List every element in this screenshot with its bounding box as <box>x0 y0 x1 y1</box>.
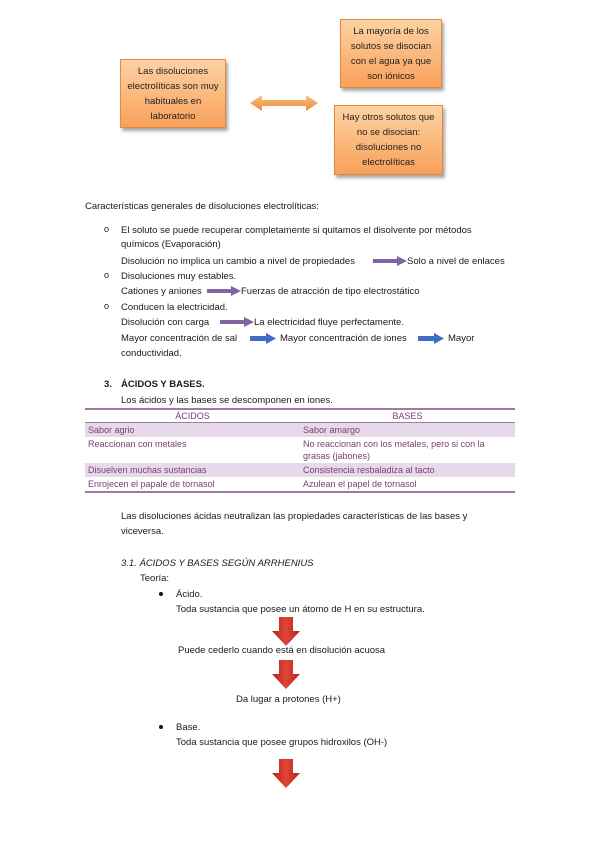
arrow-right-icon <box>220 317 254 327</box>
neutralize-line1: Las disoluciones ácidas neutralizan las propiedades características de las bases y <box>121 511 468 522</box>
bullet3-line3a: Mayor concentración de sal <box>121 333 238 344</box>
table-row <box>85 477 515 492</box>
theory-label: Teoría: <box>140 573 170 584</box>
neutralize-line2: viceversa. <box>121 526 164 537</box>
table-cell: No reaccionan con los metales, pero si con la grasas (jabones) <box>303 439 485 461</box>
acids-bases-table <box>85 408 515 493</box>
table-header-bases: BASES <box>300 409 515 423</box>
down-arrow-icon <box>272 660 300 689</box>
bullet1-line1: El soluto se puede recuperar completamente si quitamos el disolvente por métodos <box>121 225 472 236</box>
bullet1-line3a: Disolución no implica un cambio a nivel de propiedades <box>121 256 355 267</box>
left-box-text: Las disoluciones electrolíticas son muy habituales en laboratorio <box>127 65 219 122</box>
bullet-dot-icon <box>159 592 163 596</box>
subheading-arrhenius: 3.1. ÁCIDOS Y BASES SEGÚN ARRHENIUS <box>121 558 314 569</box>
arrow-right-icon <box>373 256 407 266</box>
section-title: Características generales de disoluciones electrolíticas: <box>85 201 319 212</box>
down-arrow-icon <box>272 759 300 788</box>
bullet3-line4: conductividad. <box>121 348 182 359</box>
top-right-concept-box <box>340 19 442 88</box>
bullet2-line2b: Fuerzas de atracción de tipo electrostático <box>241 286 420 297</box>
table-cell: Sabor amargo <box>300 423 515 438</box>
table-cell: Enrojecen el papale de tornasol <box>85 477 300 492</box>
bullet3-line3c: Mayor <box>448 333 475 344</box>
bottom-right-box-text: Hay otros solutos que no se disocian: disoluciones no electrolíticas <box>342 112 435 168</box>
bottom-right-concept-box <box>334 105 443 175</box>
arrow-right-icon <box>418 333 444 344</box>
bullet-marker: o <box>104 270 110 280</box>
table-cell: Disuelven muchas sustancias <box>85 463 300 477</box>
bullet3-line2b: La electricidad fluye perfectamente. <box>254 317 404 328</box>
bullet-dot-icon <box>159 725 163 729</box>
table-cell: Sabor agrio <box>85 423 300 438</box>
table-row <box>85 463 515 477</box>
bullet1-line3b: Solo a nivel de enlaces <box>407 256 505 267</box>
base-definition: Toda sustancia que posee grupos hidroxilos (OH-) <box>176 737 388 748</box>
table-cell: Consistencia resbaladiza al tacto <box>300 463 515 477</box>
left-concept-box <box>120 59 226 128</box>
arrow-right-icon <box>250 333 276 344</box>
table-cell: Reaccionan con metales <box>88 439 187 449</box>
heading3-title: ÁCIDOS Y BASES. <box>121 379 205 390</box>
acid-label: Ácido. <box>176 589 203 600</box>
intro-text: Los ácidos y las bases se descomponen en iones. <box>121 395 333 406</box>
table-header-acids: ÁCIDOS <box>85 409 300 423</box>
bullet2-line2a: Cationes y aniones <box>121 286 202 297</box>
bullet-marker: o <box>104 224 110 234</box>
acid-step2: Da lugar a protones (H+) <box>236 694 341 705</box>
table-row <box>85 423 515 438</box>
bullet-marker: o <box>104 301 110 311</box>
bullet3-line1: Conducen la electricidad. <box>121 302 228 313</box>
bullet3-line3b: Mayor concentración de iones <box>280 333 407 344</box>
top-right-box-text: La mayoría de los solutos se disocian con el agua ya que son iónicos <box>350 25 432 82</box>
base-label: Base. <box>176 722 201 733</box>
table-cell: Azulean el papel de tornasol <box>300 477 515 492</box>
down-arrow-icon <box>272 617 300 646</box>
acid-step1: Puede cederlo cuando está en disolución acuosa <box>178 645 386 656</box>
bullet2-line1: Disoluciones muy estables. <box>121 271 237 282</box>
bullet3-line2a: Disolución con carga <box>121 317 210 328</box>
heading3-number: 3. <box>104 379 112 390</box>
acid-definition: Toda sustancia que posee un átomo de H en su estructura. <box>176 604 425 615</box>
double-arrow-icon <box>250 93 318 113</box>
bullet1-line2: químicos (Evaporación) <box>121 239 221 250</box>
table-row <box>85 437 515 463</box>
arrow-right-icon <box>207 286 241 296</box>
